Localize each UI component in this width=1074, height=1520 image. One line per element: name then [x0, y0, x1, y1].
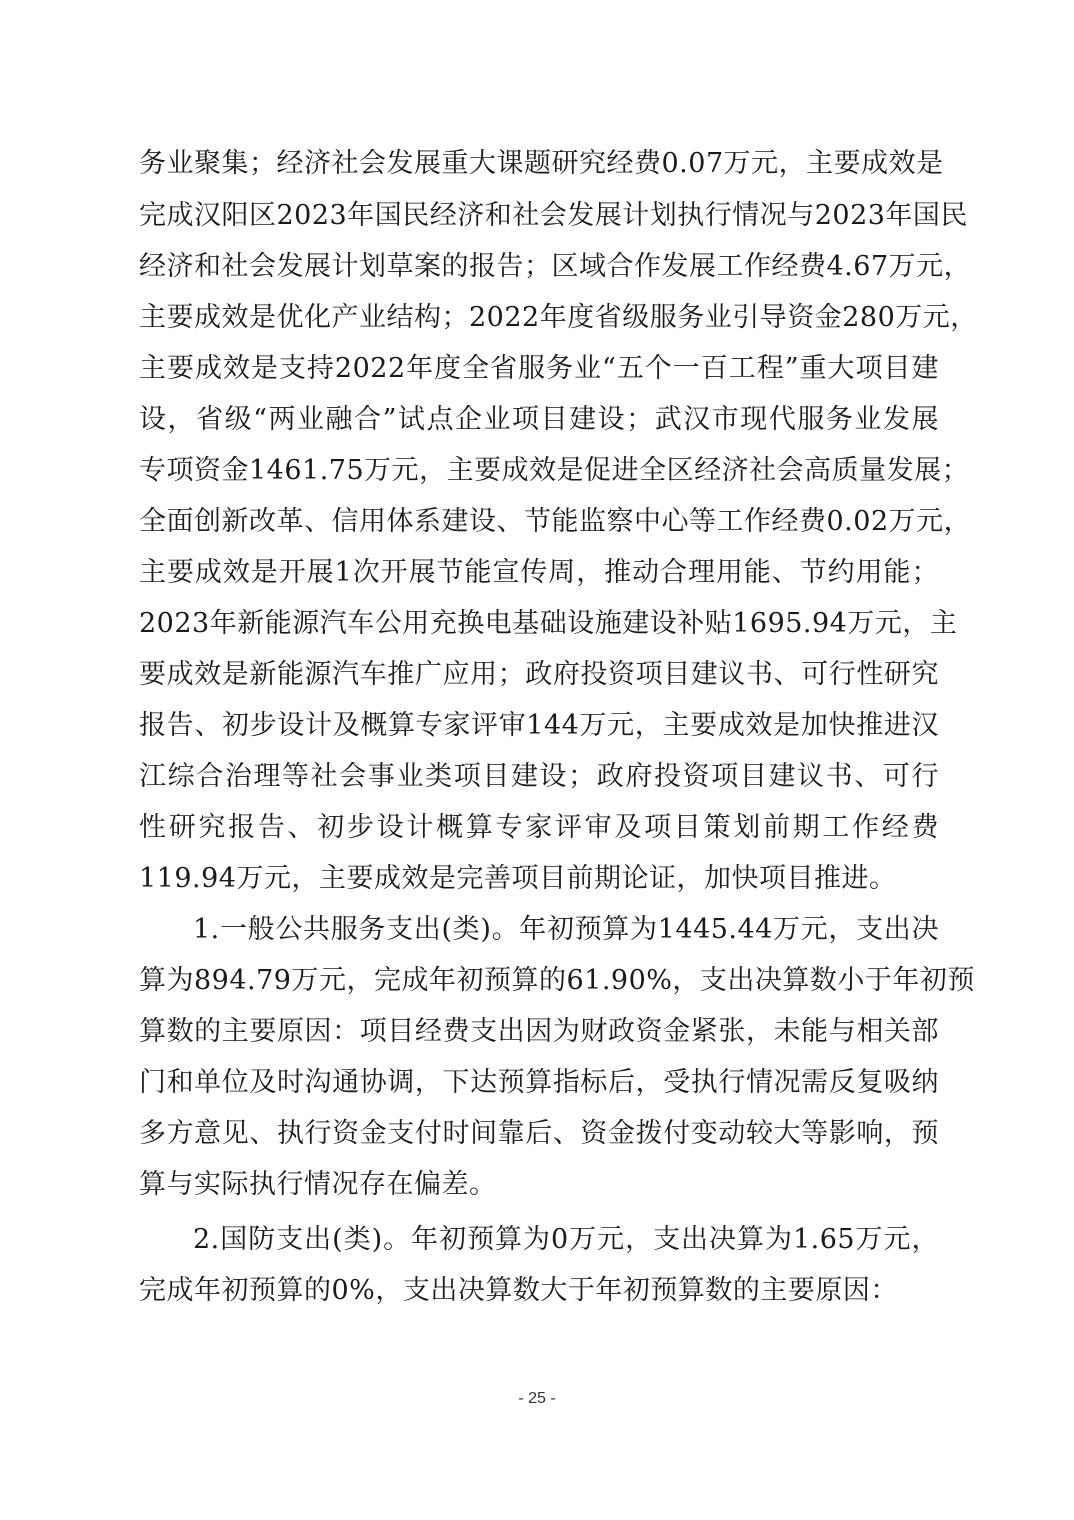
- section-1-line-2: 算为894.79万元，完成年初预算的61.90%，支出决算数小于年初预: [139, 965, 975, 996]
- body-line-5: 主要成效是支持2022年度全省服务业“五个一百工程”重大项目建: [139, 353, 939, 384]
- body-line-4: 主要成效是优化产业结构；2022年度省级服务业引导资金280万元，: [139, 302, 978, 333]
- body-line-8: 全面创新改革、信用体系建设、节能监察中心等工作经费0.02万元，: [139, 506, 972, 537]
- body-line-2: 完成汉阳区2023年国民经济和社会发展计划执行情况与2023年国民: [139, 200, 968, 231]
- body-line-12: 报告、初步设计及概算专家评审144万元，主要成效是加快推进汉: [139, 710, 939, 741]
- page-number: - 25 -: [518, 1390, 556, 1407]
- body-line-14: 性研究报告、初步设计概算专家评审及项目策划前期工作经费: [139, 812, 939, 843]
- body-line-6: 设，省级“两业融合”试点企业项目建设；武汉市现代服务业发展: [139, 404, 939, 435]
- body-line-15: 119.94万元，主要成效是完善项目前期论证，加快项目推进。: [139, 863, 897, 894]
- section-1-line-6: 算与实际执行情况存在偏差。: [139, 1169, 497, 1200]
- section-1-heading-line: 1.一般公共服务支出(类)。年初预算为1445.44万元，支出决: [193, 914, 939, 945]
- body-line-10: 2023年新能源汽车公用充换电基础设施建设补贴1695.94万元，主: [139, 608, 958, 639]
- section-1-line-5: 多方意见、执行资金支付时间靠后、资金拨付变动较大等影响，预: [139, 1118, 939, 1149]
- body-line-7: 专项资金1461.75万元，主要成效是促进全区经济社会高质量发展；: [139, 455, 970, 486]
- body-line-9: 主要成效是开展1次开展节能宣传周，推动合理用能、节约用能；: [139, 557, 939, 588]
- body-line-1: 务业聚集；经济社会发展重大课题研究经费0.07万元，主要成效是: [139, 148, 944, 179]
- body-line-11: 要成效是新能源汽车推广应用；政府投资项目建议书、可行性研究: [139, 659, 939, 690]
- section-2-line-2: 完成年初预算的0%，支出决算数大于年初预算数的主要原因：: [139, 1275, 898, 1306]
- body-line-3: 经济和社会发展计划草案的报告；区域合作发展工作经费4.67万元，: [139, 251, 972, 282]
- section-1-line-4: 门和单位及时沟通协调，下达预算指标后，受执行情况需反复吸纳: [139, 1067, 939, 1098]
- section-2-heading-line: 2.国防支出(类)。年初预算为0万元，支出决算为1.65万元，: [193, 1224, 939, 1255]
- section-1-line-3: 算数的主要原因：项目经费支出因为财政资金紧张，未能与相关部: [139, 1016, 939, 1047]
- body-line-13: 江综合治理等社会事业类项目建设；政府投资项目建议书、可行: [139, 761, 939, 792]
